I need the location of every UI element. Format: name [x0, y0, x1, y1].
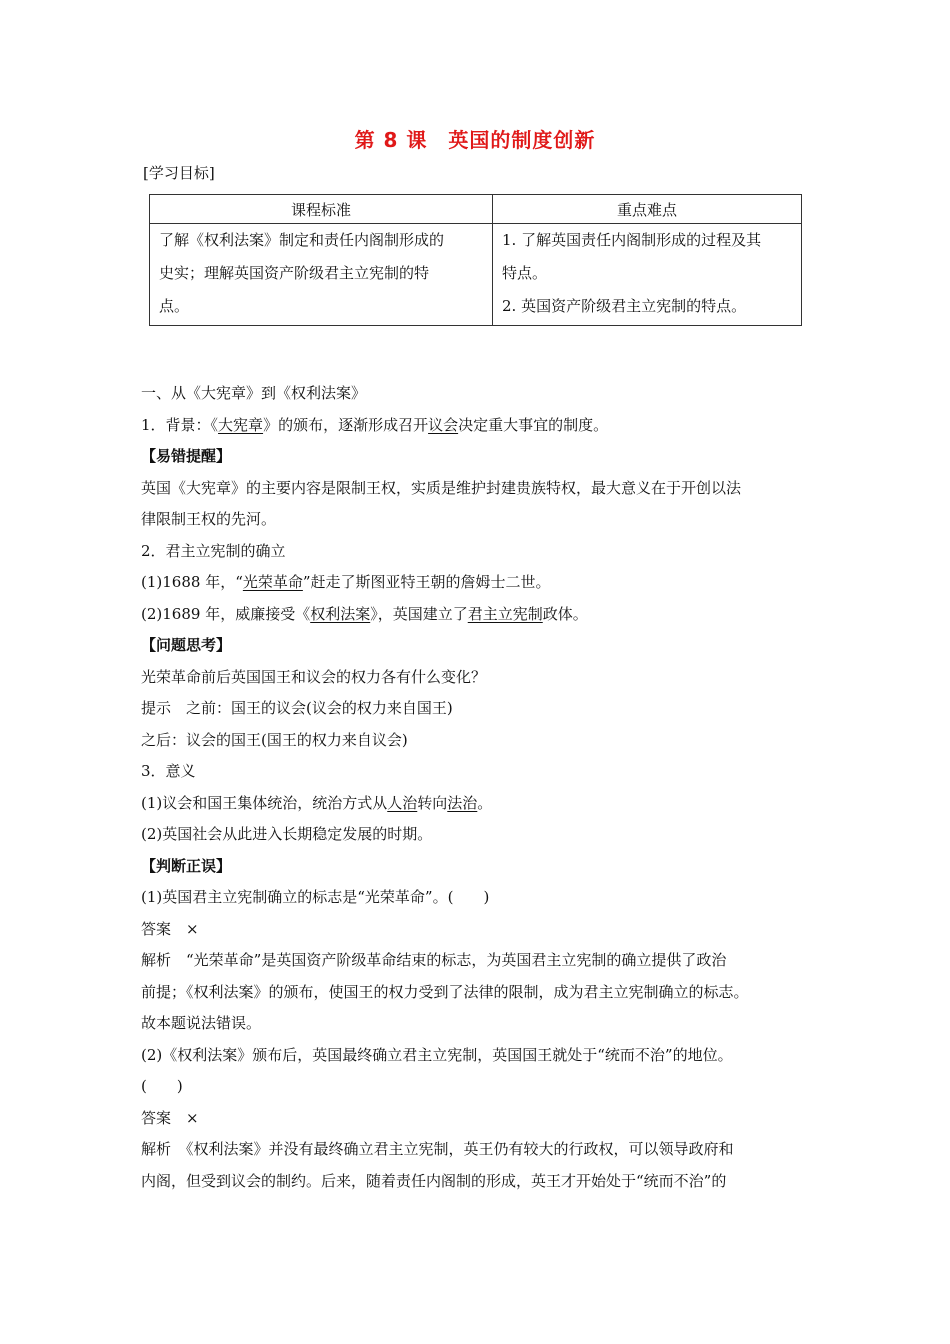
standard-line: 了解《权利法案》制定和责任内阁制形成的	[159, 231, 445, 249]
underlined-term: 权利法案	[310, 604, 371, 623]
lesson-title: 第 8 课 英国的制度创新	[354, 128, 596, 152]
judge-question: ( )	[141, 1077, 183, 1095]
think-question: 光荣革命前后英国国王和议会的权力各有什么变化？	[141, 667, 487, 686]
judge-explanation: 内阁，但受到议会的制约。后来，随着责任内阁制的形成，英王才开始处于“统而不治”的	[141, 1171, 727, 1190]
tip-text: 律限制王权的先河。	[141, 510, 277, 528]
judge-explanation: 故本题说法错误。	[141, 1014, 262, 1032]
tip-label: 【易错提醒】	[141, 447, 232, 465]
underlined-term: 法治	[447, 793, 478, 812]
underlined-term: 光荣革命	[242, 573, 303, 591]
standard-line: 史实；理解英国资产阶级君主立宪制的特	[159, 264, 430, 282]
judge-question: (2)《权利法案》颁布后，英国最终确立君主立宪制，英国国王就处于“统而不治”的地位。	[141, 1045, 733, 1064]
judge-explanation: 解析 《权利法案》并没有最终确立君主立宪制，英王仍有较大的行政权，可以领导政府和	[141, 1140, 734, 1158]
sub-item: (1)议会和国王集体统治，统治方式从人治转向法治。	[141, 793, 493, 812]
think-hint: 之后：议会的国王(国王的权力来自议会)	[141, 730, 408, 749]
judge-question: (1)英国君主立宪制确立的标志是“光荣革命”。( )	[141, 888, 490, 906]
standard-line: 点。	[159, 297, 190, 315]
underlined-term: 君主立宪制	[467, 604, 543, 623]
underlined-term: 议会	[428, 415, 459, 434]
sub-item: (2)1689 年，威廉接受《权利法案》，英国建立了君主立宪制政体。	[141, 604, 588, 623]
judge-explanation: 前提；《权利法案》的颁布，使国王的权力受到了法律的限制，成为君主立宪制确立的标志。	[141, 982, 749, 1001]
header-curriculum-standard: 课程标准	[150, 195, 493, 224]
tip-text: 英国《大宪章》的主要内容是限制王权，实质是维护封建贵族特权，最大意义在于开创以法	[141, 478, 742, 497]
underlined-term: 人治	[387, 793, 418, 812]
key-point-line: 特点。	[502, 264, 548, 282]
judge-explanation: 解析 “光荣革命”是英国资产阶级革命结束的标志，为英国君主立宪制的确立提供了政治	[141, 951, 727, 969]
objectives-table	[149, 194, 802, 326]
sub-item: (1)1688 年，“光荣革命”赶走了斯图亚特王朝的詹姆士二世。	[141, 573, 551, 591]
think-label: 【问题思考】	[141, 636, 232, 654]
judge-answer: 答案 ×	[141, 1108, 199, 1127]
think-hint: 提示 之前：国王的议会(议会的权力来自国王)	[141, 699, 453, 717]
background-item: 1．背景：《大宪章》的颁布，逐渐形成召开议会决定重大事宜的制度。	[141, 415, 609, 434]
judge-answer: 答案 ×	[141, 919, 199, 938]
sub-item: (2)英国社会从此进入长期稳定发展的时期。	[141, 825, 433, 843]
section-heading: 一、从《大宪章》到《权利法案》	[141, 384, 367, 402]
judge-label: 【判断正误】	[141, 856, 232, 875]
objectives-label: [学习目标]	[143, 164, 215, 182]
item-heading: 2．君主立宪制的确立	[141, 541, 286, 560]
underlined-term: 大宪章	[218, 415, 264, 434]
key-points-cell	[493, 224, 802, 326]
item-heading: 3．意义	[141, 762, 196, 780]
key-point-line: 1. 了解英国责任内阁制形成的过程及其	[502, 231, 762, 249]
lesson-body	[141, 378, 813, 1197]
key-point-line: 2. 英国资产阶级君主立宪制的特点。	[502, 297, 747, 315]
header-key-points: 重点难点	[493, 195, 802, 224]
curriculum-standard-cell	[150, 224, 493, 326]
